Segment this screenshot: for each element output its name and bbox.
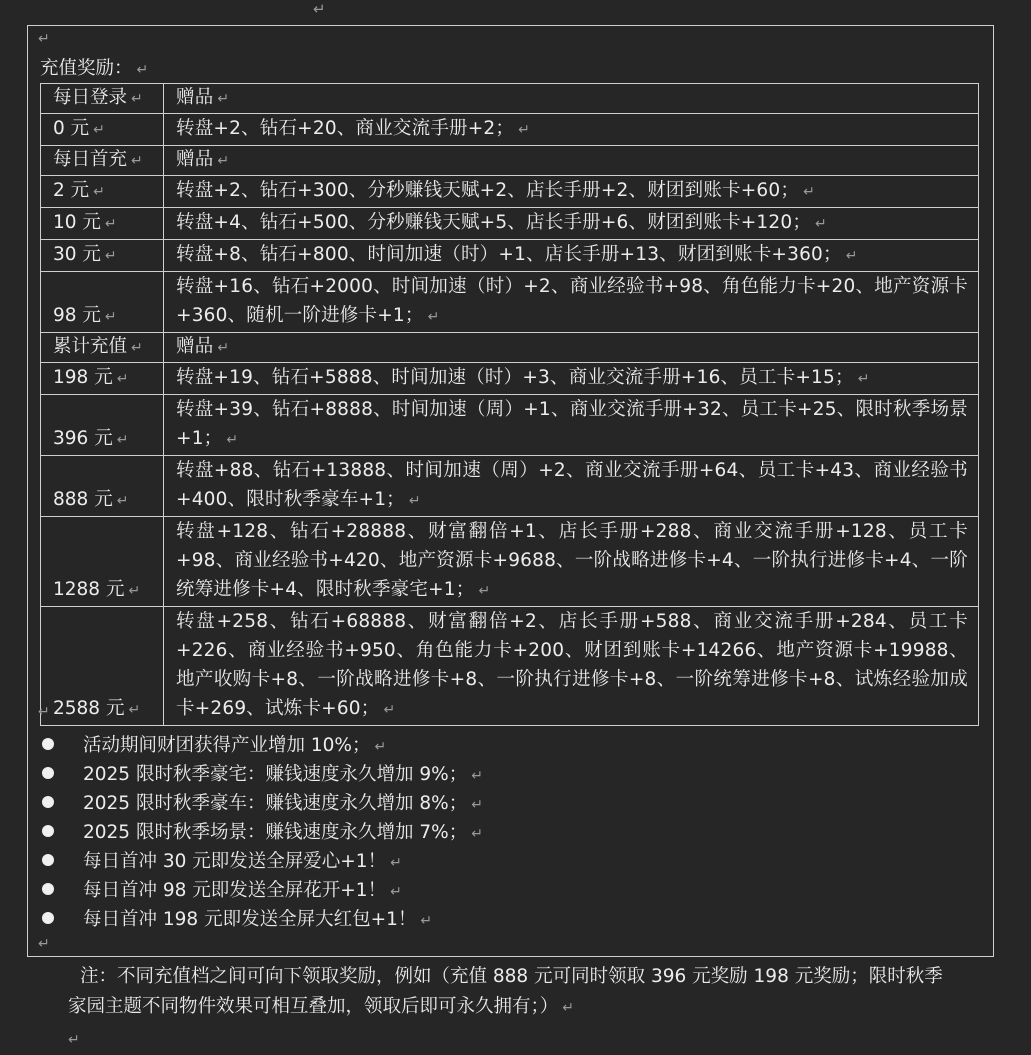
- amount-cell: 2 元 ↵: [41, 176, 164, 208]
- gift-cell: 赠品 ↵: [164, 146, 979, 176]
- notes-list: [42, 731, 483, 934]
- bullet-icon: [42, 883, 54, 895]
- list-item: 每日首冲 198 元即发送全屏大红包+1！ ↵: [42, 905, 483, 934]
- section-heading: 充值奖励： ↵: [40, 58, 149, 79]
- table-row: [41, 363, 979, 395]
- bullet-icon: [42, 912, 54, 924]
- gift-cell: 转盘+88、钻石+13888、时间加速（周）+2、商业交流手册+64、员工卡+43、商业经验书+400、限时秋季豪车+1； ↵: [164, 456, 979, 517]
- list-item: 每日首冲 30 元即发送全屏爱心+1！ ↵: [42, 847, 483, 876]
- paragraph-mark: ↵: [38, 936, 50, 952]
- amount-cell: 2588 元 ↵: [41, 607, 164, 726]
- bullet-icon: [42, 854, 54, 866]
- rewards-table: [40, 83, 979, 726]
- table-header-row: [41, 84, 979, 114]
- table-header-row: [41, 146, 979, 176]
- gift-cell: 赠品 ↵: [164, 333, 979, 363]
- list-item: 2025 限时秋季场景：赚钱速度永久增加 7%； ↵: [42, 818, 483, 847]
- gift-cell: 转盘+8、钻石+800、时间加速（时）+1、店长手册+13、财团到账卡+360； ↵: [164, 240, 979, 272]
- amount-cell: 每日首充 ↵: [41, 146, 164, 176]
- amount-cell: 198 元 ↵: [41, 363, 164, 395]
- table-row: [41, 272, 979, 333]
- gift-cell: 转盘+2、钻石+300、分秒赚钱天赋+2、店长手册+2、财团到账卡+60； ↵: [164, 176, 979, 208]
- table-row: [41, 114, 979, 146]
- paragraph-mark: ↵: [68, 1032, 80, 1048]
- amount-cell: 888 元 ↵: [41, 456, 164, 517]
- amount-cell: 0 元 ↵: [41, 114, 164, 146]
- gift-cell: 赠品 ↵: [164, 84, 979, 114]
- rewards-frame: [27, 25, 994, 957]
- paragraph-mark: ↵: [313, 0, 326, 18]
- bullet-icon: [42, 767, 54, 779]
- amount-cell: 30 元 ↵: [41, 240, 164, 272]
- list-item: 2025 限时秋季豪宅：赚钱速度永久增加 9%； ↵: [42, 760, 483, 789]
- gift-cell: 转盘+258、钻石+68888、财富翻倍+2、店长手册+588、商业交流手册+284、员工卡+226、商业经验书+950、角色能力卡+200、财团到账卡+14266、地产资源卡+19988、地产收购卡+8、一阶战略进修卡+8、一阶执行进修卡+8、一阶统筹进修卡+8、试炼经验加成卡+269、试炼卡+60； ↵: [164, 607, 979, 726]
- amount-cell: 10 元 ↵: [41, 208, 164, 240]
- gift-cell: 转盘+128、钻石+28888、财富翻倍+1、店长手册+288、商业交流手册+128、员工卡+98、商业经验书+420、地产资源卡+9688、一阶战略进修卡+4、一阶执行进修卡+4、一阶统筹进修卡+4、限时秋季豪宅+1； ↵: [164, 517, 979, 607]
- amount-cell: 1288 元 ↵: [41, 517, 164, 607]
- bullet-icon: [42, 738, 54, 750]
- amount-cell: 98 元 ↵: [41, 272, 164, 333]
- table-row: [41, 517, 979, 607]
- amount-cell: 累计充值 ↵: [41, 333, 164, 363]
- table-row: [41, 456, 979, 517]
- gift-cell: 转盘+4、钻石+500、分秒赚钱天赋+5、店长手册+6、财团到账卡+120； ↵: [164, 208, 979, 240]
- gift-cell: 转盘+19、钻石+5888、时间加速（时）+3、商业交流手册+16、员工卡+15； ↵: [164, 363, 979, 395]
- list-item: 每日首冲 98 元即发送全屏花开+1！ ↵: [42, 876, 483, 905]
- table-header-row: [41, 333, 979, 363]
- gift-cell: 转盘+16、钻石+2000、时间加速（时）+2、商业经验书+98、角色能力卡+20、地产资源卡+360、随机一阶进修卡+1； ↵: [164, 272, 979, 333]
- footnote: 注：不同充值档之间可向下领取奖励，例如（充值 888 元可同时领取 396 元奖励 198 元奖励；限时秋季家园主题不同物件效果可相互叠加，领取后即可永久拥有；） ↵: [68, 966, 943, 1017]
- table-row: [41, 176, 979, 208]
- paragraph-mark: ↵: [38, 704, 50, 720]
- bullet-icon: [42, 796, 54, 808]
- paragraph-mark: ↵: [38, 31, 50, 47]
- amount-cell: 每日登录 ↵: [41, 84, 164, 114]
- list-item: 2025 限时秋季豪车：赚钱速度永久增加 8%； ↵: [42, 789, 483, 818]
- table-row: [41, 607, 979, 726]
- table-row: [41, 395, 979, 456]
- list-item: 活动期间财团获得产业增加 10%； ↵: [42, 731, 483, 760]
- gift-cell: 转盘+39、钻石+8888、时间加速（周）+1、商业交流手册+32、员工卡+25、限时秋季场景+1； ↵: [164, 395, 979, 456]
- table-row: [41, 208, 979, 240]
- table-row: [41, 240, 979, 272]
- gift-cell: 转盘+2、钻石+20、商业交流手册+2； ↵: [164, 114, 979, 146]
- bullet-icon: [42, 825, 54, 837]
- amount-cell: 396 元 ↵: [41, 395, 164, 456]
